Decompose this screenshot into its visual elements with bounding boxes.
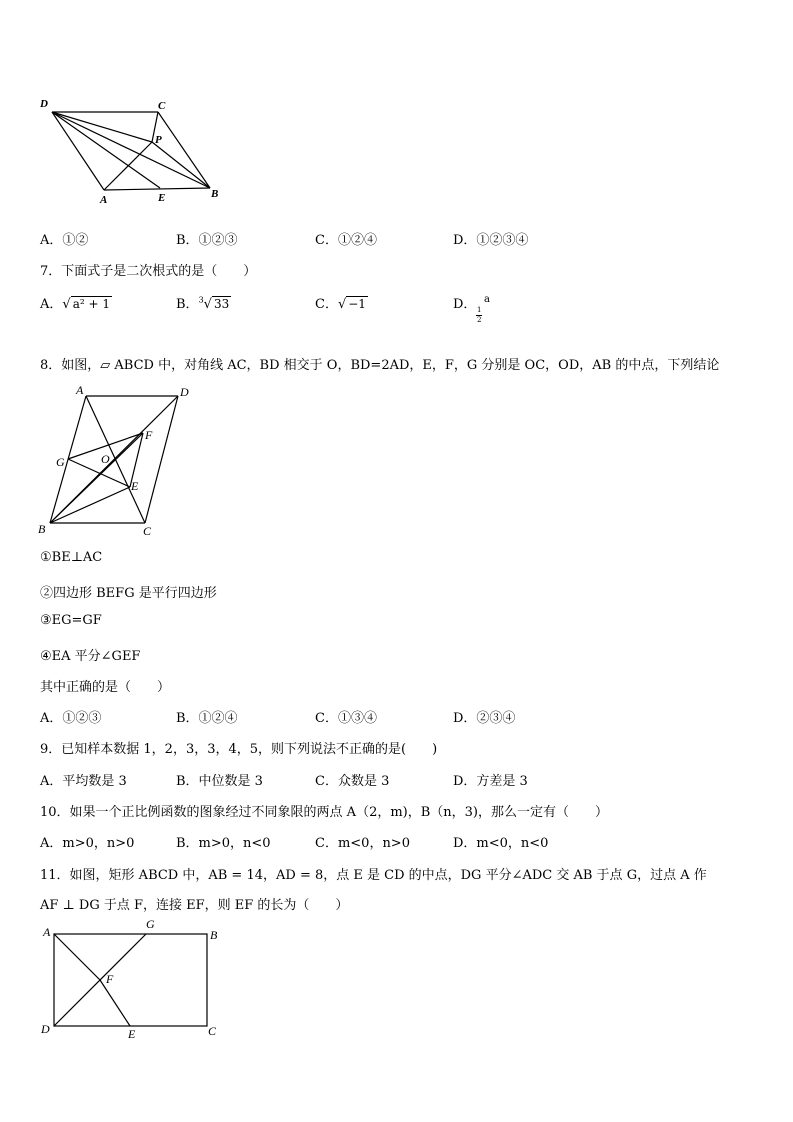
radical-sign: √ xyxy=(62,297,71,312)
q7-option-c-label: C． xyxy=(315,297,338,312)
q6-option-c[interactable]: C．①②④ xyxy=(315,233,377,248)
label-D: D xyxy=(41,1022,50,1036)
q11-stem-line2: AF ⊥ DG 于点 F，连接 EF，则 EF 的长为（ ） xyxy=(40,898,349,913)
radical-sign: √ xyxy=(203,297,212,312)
label-C: C xyxy=(208,1024,217,1038)
q9-option-b[interactable]: B．中位数是 3 xyxy=(176,774,263,789)
q11-stem-line1: 11．如图，矩形 ABCD 中，AB = 14，AD = 8，点 E 是 CD 的中点，DG 平分∠ADC 交 AB 于点 G，过点 A 作 xyxy=(40,868,707,883)
label-E: E xyxy=(131,479,139,493)
label-D: D xyxy=(180,385,189,399)
q7-option-d-var: a xyxy=(484,294,490,305)
label-D: D xyxy=(40,98,48,110)
q8-statement-3: ③EG=GF xyxy=(40,613,102,628)
radical-sign: √ xyxy=(337,297,347,312)
q9-stem: 9．已知样本数据 1，2，3，3，4，5，则下列说法不正确的是( ) xyxy=(40,742,438,757)
q7-option-a-label: A． xyxy=(40,297,63,312)
label-E: E xyxy=(128,1027,136,1041)
label-F: F xyxy=(106,972,114,986)
label-C: C xyxy=(143,524,152,538)
q9-option-c[interactable]: C．众数是 3 xyxy=(315,774,390,789)
label-B: B xyxy=(38,522,46,536)
q10-option-c[interactable]: C．m<0，n>0 xyxy=(315,836,410,851)
label-G: G xyxy=(146,917,155,931)
q10-option-a[interactable]: A．m>0，n>0 xyxy=(40,836,135,851)
label-E: E xyxy=(158,192,166,204)
q6-option-b[interactable]: B．①②③ xyxy=(176,233,238,248)
q9-option-d[interactable]: D．方差是 3 xyxy=(453,774,528,789)
q8-statement-1: ①BE⊥AC xyxy=(40,550,103,565)
q8-option-a[interactable]: A．①②③ xyxy=(40,711,102,726)
q7-option-b-label: B． xyxy=(176,297,199,312)
label-A: A xyxy=(43,925,51,939)
q7-option-d-den: 2 xyxy=(477,316,482,324)
label-B: B xyxy=(211,188,219,200)
segment-FE xyxy=(100,980,130,1026)
q8-stem: 8．如图，▱ ABCD 中，对角线 AC，BD 相交于 O，BD=2AD，E，F，G 分别是 OC，OD，AB 的中点，下列结论 xyxy=(40,358,720,373)
label-O: O xyxy=(101,452,110,466)
q7-option-b-index: 3 xyxy=(198,295,204,305)
q6-option-a[interactable]: A．①② xyxy=(40,233,89,248)
q8-statement-4: ④EA 平分∠GEF xyxy=(40,649,141,664)
rectangle-ABCD xyxy=(54,934,207,1026)
q7-option-b-radicand: 33 xyxy=(213,297,230,311)
q7-option-a-radicand: a² + 1 xyxy=(72,297,110,311)
segment-AF xyxy=(54,934,100,980)
q7-option-d-label: D． xyxy=(453,297,477,312)
label-P: P xyxy=(155,134,162,146)
label-A: A xyxy=(100,194,108,206)
label-F: F xyxy=(145,428,153,442)
label-C: C xyxy=(158,100,166,112)
q10-option-d[interactable]: D．m<0，n<0 xyxy=(453,836,549,851)
q8-option-b[interactable]: B．①②④ xyxy=(176,711,238,726)
q8-ask: 其中正确的是（ ） xyxy=(40,680,171,695)
q8-option-d[interactable]: D．②③④ xyxy=(453,711,516,726)
q7-stem: 7．下面式子是二次根式的是（ ） xyxy=(40,264,257,279)
q8-option-c[interactable]: C．①③④ xyxy=(315,711,377,726)
label-A: A xyxy=(76,383,84,397)
q7-option-d-num: 1 xyxy=(477,306,482,314)
q6-option-d[interactable]: D．①②③④ xyxy=(453,233,529,248)
q7-option-c-radicand: −1 xyxy=(348,297,366,311)
q9-option-a[interactable]: A．平均数是 3 xyxy=(40,774,127,789)
label-G: G xyxy=(56,455,65,469)
q8-statement-2: ②四边形 BEFG 是平行四边形 xyxy=(40,586,217,601)
label-B: B xyxy=(210,928,218,942)
q10-option-b[interactable]: B．m>0，n<0 xyxy=(176,836,271,851)
q10-stem: 10．如果一个正比例函数的图象经过不同象限的两点 A（2，m)，B（n，3)，那么一定有（ ） xyxy=(40,805,609,820)
